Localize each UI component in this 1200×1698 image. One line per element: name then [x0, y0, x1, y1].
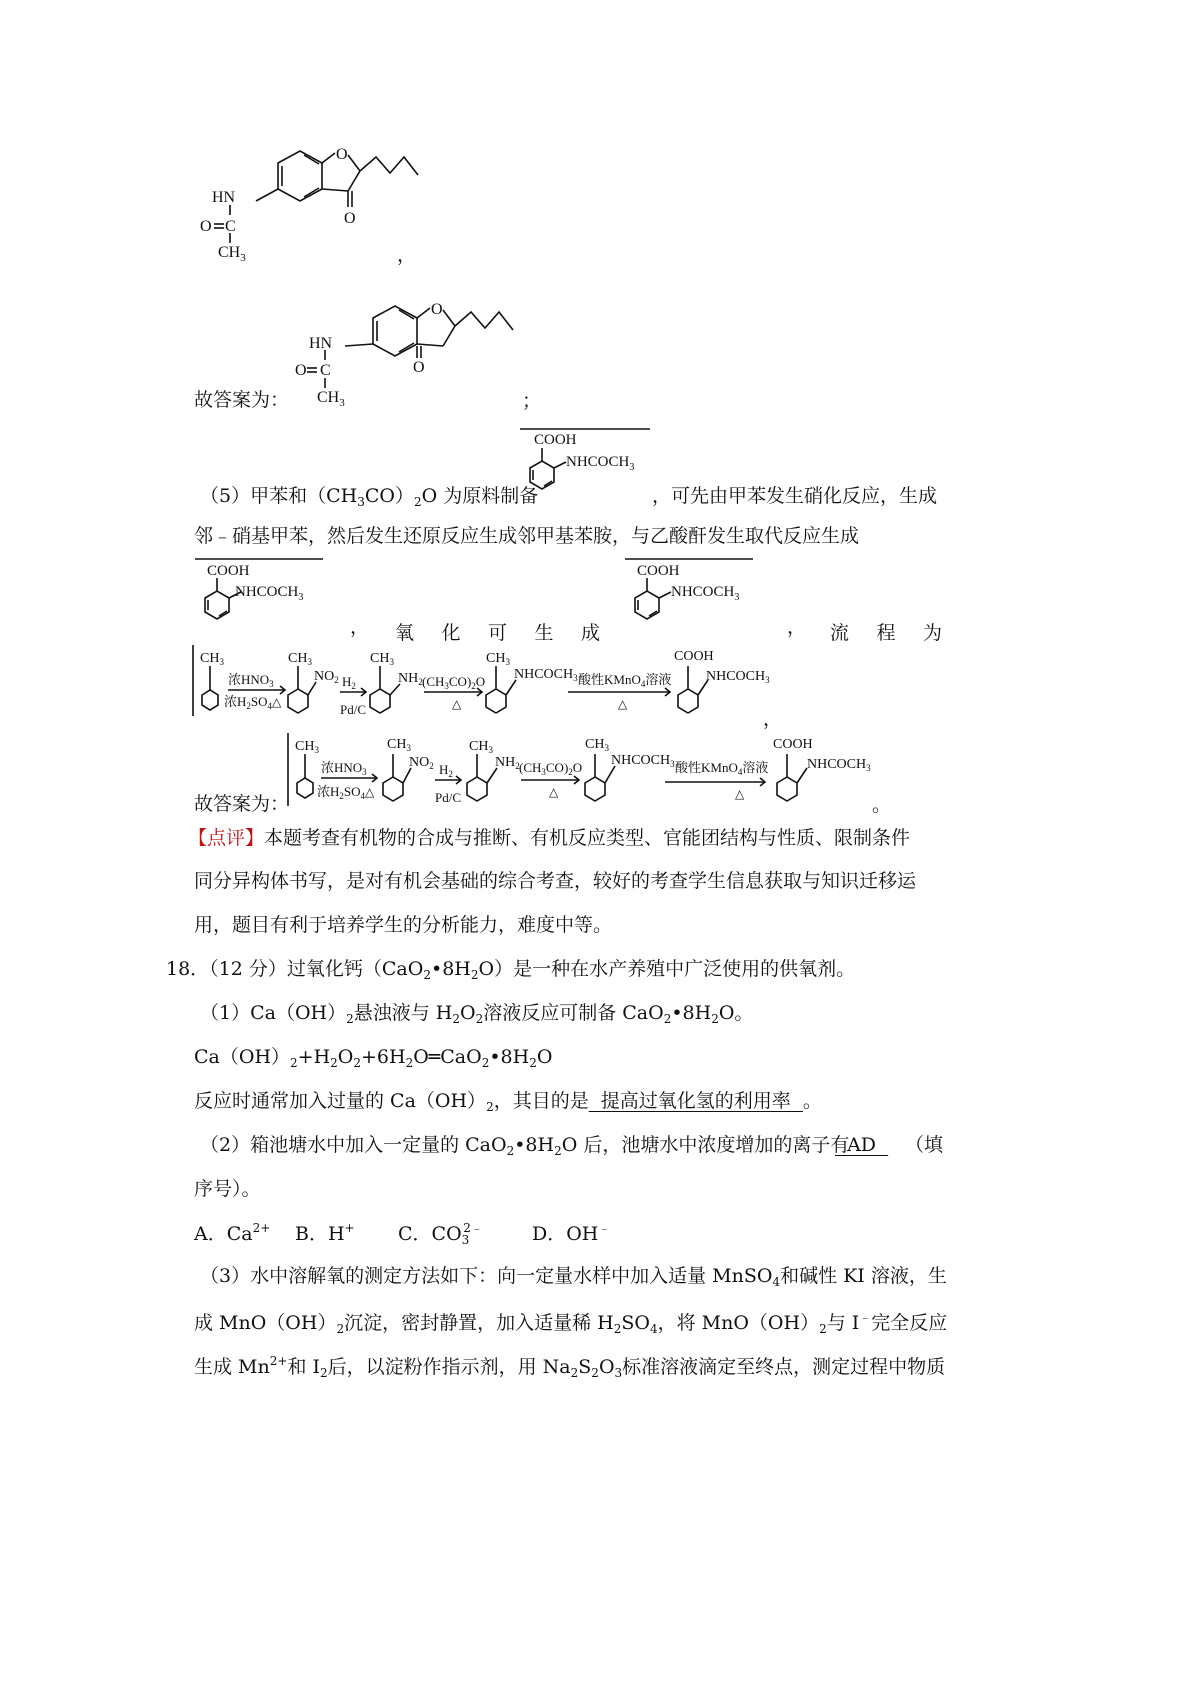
sub: 2 — [481, 1056, 490, 1070]
nhcoch3-label: $NHCOCH_3$ — [611, 753, 675, 769]
sup: + — [344, 1221, 355, 1235]
text: 悬浊液与 H — [353, 1002, 453, 1024]
text: 序号）。 — [194, 1178, 261, 1200]
reagent: 酸性KMnO$_4$溶液 — [675, 760, 769, 777]
text: +6H — [361, 1046, 406, 1068]
benzene-ring — [202, 690, 218, 710]
char: 氧 — [395, 622, 415, 644]
bond — [487, 768, 497, 783]
methyl-label: $CH_3$ — [486, 651, 510, 667]
target-product-structure — [520, 428, 655, 498]
heat: △ — [365, 785, 375, 799]
reagent: 浓$HNO_3$ — [228, 672, 274, 689]
text: B．H — [295, 1223, 345, 1245]
benzene-ring — [777, 777, 797, 801]
bond — [554, 462, 566, 468]
sup: ﹣ — [859, 1310, 872, 1324]
methyl-label: $CH_3$ — [585, 737, 609, 753]
text: O — [536, 1046, 553, 1068]
intermediate-structure — [195, 556, 330, 631]
amide-carbon: C — [320, 362, 331, 379]
q18-part3-line3 — [194, 1355, 945, 1379]
catalyst: Pd/C — [340, 702, 367, 717]
comma: ， — [787, 616, 807, 638]
reaction-equation — [194, 1048, 552, 1069]
catalyst: Pd/C — [435, 790, 462, 805]
text: 标准溶液滴定至终点，测定过程中物质 — [622, 1356, 946, 1378]
sub: 2 — [591, 1366, 599, 1380]
text: Ca（OH） — [194, 1046, 291, 1068]
benzofuranone-structure-2 — [295, 290, 515, 410]
benzene-ring — [467, 777, 487, 801]
answer-label: 故答案为： — [194, 793, 290, 815]
benzene-ring — [297, 778, 313, 798]
sub: 2 — [475, 1012, 484, 1026]
ring-oxygen: O — [431, 301, 443, 318]
methyl-label: $CH_3$ — [317, 389, 345, 409]
amine-label: HN — [309, 335, 333, 352]
text: D．OH — [532, 1223, 599, 1245]
sub: 4 — [649, 1322, 658, 1336]
reagent: $H_2$ — [439, 762, 453, 779]
sub: 3 — [461, 1233, 470, 1247]
text: 和 I — [287, 1356, 320, 1378]
bond — [403, 768, 411, 783]
answer-blank: 提高过氧化氢的利用率 — [588, 1090, 803, 1112]
bond — [605, 766, 615, 783]
sub: 2 — [346, 1012, 354, 1026]
comma: ， — [397, 244, 417, 266]
text: O。 — [718, 1002, 754, 1024]
text: 沉淀，密封静置，加入适量稀 H — [344, 1312, 614, 1334]
review-line-3: 用，题目有利于培养学生的分析能力，难度中等。 — [194, 914, 613, 936]
cooh-label: COOH — [637, 563, 680, 579]
text: CO） — [364, 485, 414, 507]
methyl-label: $CH_3$ — [387, 737, 411, 753]
comma: ， — [350, 616, 370, 638]
char: 生 — [534, 622, 554, 644]
product-structure-2 — [625, 556, 760, 631]
benzofuranone-structure-1 — [200, 135, 420, 275]
bond — [348, 171, 360, 191]
ring-oxygen: O — [336, 146, 348, 163]
cooh-label: COOH — [207, 563, 250, 579]
amine-label: HN — [212, 189, 236, 206]
text: 完全反应 — [871, 1312, 948, 1334]
para5-line1-a — [200, 487, 538, 508]
text: •8H — [489, 1046, 530, 1068]
methyl-label: $CH_3$ — [469, 739, 493, 755]
sub: 2 — [423, 968, 431, 982]
bond — [506, 680, 516, 695]
text: O — [337, 1046, 354, 1068]
benzene-ring — [278, 151, 322, 201]
text: （2）箱池塘水中加入一定量的 CaO — [200, 1134, 507, 1156]
text: O — [598, 1356, 615, 1378]
benzene-ring — [370, 689, 390, 713]
char: 可 — [487, 622, 507, 644]
purpose-line — [194, 1092, 822, 1113]
char: 流 — [830, 622, 850, 644]
sub: 2 — [711, 1012, 719, 1026]
amine-label: $NH_2$ — [495, 755, 520, 771]
carbonyl-oxygen: O — [344, 210, 356, 227]
nhcoch3-label: $NHCOCH_3$ — [235, 584, 304, 603]
reagent: $(CH_3CO)_2O$ — [422, 674, 486, 691]
semicolon: ； — [522, 390, 542, 412]
cooh-label: COOH — [773, 737, 813, 752]
answer-label: 故答案为： — [194, 389, 290, 411]
text: SO — [621, 1312, 650, 1334]
bond — [659, 592, 671, 598]
nitro-label: $NO_2$ — [409, 755, 434, 771]
text: 溶液反应可制备 CaO — [483, 1002, 664, 1024]
text: •8H — [671, 1002, 712, 1024]
text: O 为原料制备 — [421, 485, 539, 507]
text: 。 — [802, 1090, 822, 1112]
amide-oxygen: O — [200, 218, 212, 235]
text: （3）水中溶解氧的测定方法如下：向一定量水样中加入适量 MnSO — [200, 1265, 773, 1287]
text: 后，以淀粉作指示剂，用 Na — [327, 1356, 571, 1378]
heat: △ — [735, 787, 745, 801]
text: （填 — [905, 1134, 944, 1156]
cooh-label: COOH — [534, 432, 577, 448]
option-c — [398, 1222, 483, 1246]
bond — [322, 189, 348, 191]
nhcoch3-label: $NHCOCH_3$ — [566, 454, 635, 473]
option-d — [532, 1222, 610, 1244]
nitro-label: $NO_2$ — [314, 669, 339, 685]
char: 成 — [580, 622, 600, 644]
methyl-label: $CH_3$ — [295, 739, 319, 755]
reagent: 浓$HNO_3$ — [321, 760, 367, 777]
sup: 2+ — [252, 1221, 271, 1235]
bond — [345, 344, 373, 346]
text: A．Ca — [194, 1223, 253, 1245]
sup: 2+ — [269, 1354, 288, 1368]
methyl-label: $CH_3$ — [370, 651, 394, 667]
synthesis-flow-2 — [285, 728, 885, 808]
text: •8H — [514, 1134, 555, 1156]
para5-line2: 邻﹣硝基甲苯，然后发生还原反应生成邻甲基苯胺，与乙酸酐发生取代反应生成 — [194, 525, 860, 547]
sub: 2 — [506, 1144, 515, 1158]
text: S — [578, 1356, 592, 1378]
sub: 4 — [772, 1275, 781, 1289]
nhcoch3-label: $NHCOCH_3$ — [706, 669, 770, 685]
benzene-ring — [585, 777, 605, 801]
option-a — [194, 1222, 270, 1244]
comma: ， — [763, 708, 783, 730]
text: 生成 Mn — [194, 1356, 270, 1378]
q18-stem — [166, 960, 855, 981]
sub: 2 — [613, 1322, 622, 1336]
para5-line1-b: ，可先由甲苯发生硝化反应，生成 — [652, 485, 938, 507]
sub: 2 — [336, 1322, 345, 1336]
bond — [797, 768, 807, 783]
bond — [443, 310, 455, 326]
sub: 2 — [319, 1366, 328, 1380]
sub: 2 — [470, 968, 479, 982]
char: 化 — [441, 622, 461, 644]
amide-carbon: C — [225, 218, 236, 235]
text: （1）Ca（OH） — [200, 1002, 347, 1024]
heat: △ — [452, 697, 462, 711]
sub: 2 — [353, 1056, 362, 1070]
benzene-ring — [486, 689, 506, 713]
sub: 2 — [405, 1056, 414, 1070]
amine-label: $NH_2$ — [398, 671, 423, 687]
text: O）是一种在水产养殖中广泛使用的供氧剂。 — [478, 958, 856, 980]
sub: 2 — [554, 1144, 562, 1158]
methyl-label: $CH_3$ — [200, 651, 224, 667]
heat: △ — [618, 697, 628, 711]
reagent: 酸性KMnO$_4$溶液 — [578, 672, 672, 689]
sub: 2 — [570, 1366, 579, 1380]
text: （5）甲苯和（CH — [200, 485, 358, 507]
bond — [322, 153, 335, 163]
sub: 2 — [452, 1012, 460, 1026]
sub: 2 — [290, 1056, 298, 1070]
butyl-chain — [455, 312, 513, 330]
methyl-label: $CH_3$ — [218, 244, 246, 264]
review-line-1 — [188, 829, 910, 848]
answer-blank: AD — [835, 1134, 889, 1156]
text: O 后，池塘水中浓度增加的离子有 — [561, 1134, 850, 1156]
q18-part3-line1 — [200, 1267, 947, 1288]
bond — [256, 189, 278, 201]
heat: △ — [549, 785, 559, 799]
benzene-ring — [383, 777, 403, 801]
sub: 2 — [819, 1322, 827, 1336]
review-tag: 【点评】 — [188, 827, 265, 849]
nhcoch3-label: $NHCOCH_3$ — [514, 667, 578, 683]
text: 成 MnO（OH） — [194, 1312, 337, 1334]
reagent: 浓$H_2SO_4$ — [317, 784, 366, 801]
text: ，将 MnO（OH） — [657, 1312, 820, 1334]
sub: 2 — [486, 1100, 494, 1114]
methyl-label: $CH_3$ — [288, 651, 312, 667]
char: 为 — [922, 622, 942, 644]
text: •8H — [430, 958, 471, 980]
bond — [417, 344, 443, 346]
nhcoch3-label: $NHCOCH_3$ — [807, 757, 871, 773]
butyl-chain — [360, 157, 418, 175]
text: 本题考查有机物的合成与推断、有机反应类型、官能团结构与性质、限制条件 — [264, 827, 911, 849]
text: O═CaO — [413, 1046, 482, 1068]
cooh-label: COOH — [674, 649, 714, 664]
q18-part1 — [200, 1004, 753, 1025]
char: 程 — [876, 622, 896, 644]
text: 18．（12 分）过氧化钙（CaO — [166, 958, 424, 980]
reagent: 浓$H_2SO_4$ — [224, 694, 273, 711]
benzene-ring — [288, 689, 308, 713]
sup: ﹣ — [598, 1221, 611, 1235]
sup: 2﹣ — [463, 1221, 483, 1235]
sub: 2 — [330, 1056, 338, 1070]
text: 和碱性 KI 溶液，生 — [780, 1265, 947, 1287]
benzene-ring — [373, 306, 417, 356]
bond — [417, 308, 430, 318]
q18-part2 — [200, 1136, 849, 1157]
option-b — [295, 1222, 355, 1244]
amide-oxygen: O — [295, 362, 307, 379]
period: 。 — [872, 794, 892, 816]
sub: 3 — [614, 1366, 623, 1380]
text: ，其目的是 — [493, 1090, 589, 1112]
sub: 2 — [413, 495, 422, 509]
q18-part3-line2 — [194, 1311, 947, 1335]
nhcoch3-label: $NHCOCH_3$ — [671, 584, 740, 603]
text: 反应时通常加入过量的 Ca（OH） — [194, 1090, 487, 1112]
text: +H — [297, 1046, 331, 1068]
carbonyl-oxygen: O — [413, 359, 425, 376]
benzene-ring — [678, 689, 698, 713]
review-line-2: 同分异构体书写，是对有机会基础的综合考查，较好的考查学生信息获取与知识迁移运 — [194, 870, 917, 892]
text: O — [460, 1002, 476, 1024]
sub: 3 — [357, 495, 365, 509]
sub: 2 — [663, 1012, 672, 1026]
reagent: $(CH_3CO)_2O$ — [519, 760, 583, 777]
bond — [348, 155, 360, 171]
sub: 2 — [529, 1056, 537, 1070]
bond — [443, 326, 455, 346]
text: C．CO — [398, 1223, 462, 1245]
heat: △ — [272, 695, 282, 709]
text: 与 I — [826, 1312, 860, 1334]
reagent: $H_2$ — [342, 674, 356, 691]
